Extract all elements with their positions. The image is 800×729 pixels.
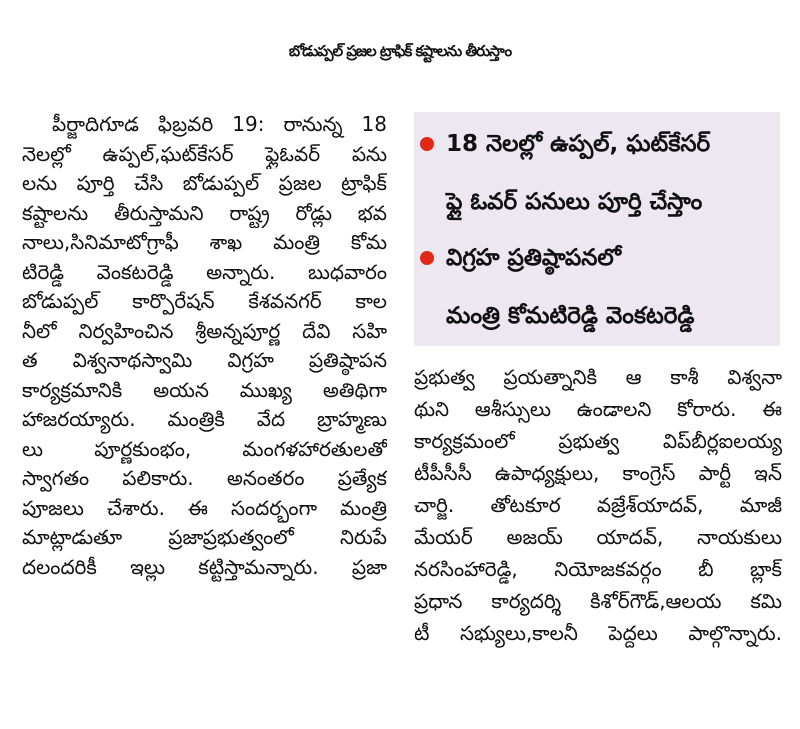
headline: బోడుప్పల్ ప్రజల ట్రాఫిక్ కష్టాలను తీరుస్తాం xyxy=(288,42,512,60)
article-line: దలందరికీ ఇల్లు కట్టిస్తామన్నారు. ప్రజా xyxy=(22,554,387,579)
article-line: కార్యక్రమంలో ప్రభుత్వ విప్‌బీర్లఐలయ్య xyxy=(414,429,782,453)
article-line: లు పూర్ణకుంభం, మంగళహారతులతో xyxy=(22,436,387,461)
article-line: నెలల్లో ఉప్పల్,ఘట్‌కేసర్ ఫ్లైఓవర్ పను xyxy=(22,141,387,166)
article-line: చార్జి. తోటకూర వజ్రేశ్‌యాదవ్, మాజీ xyxy=(414,493,782,517)
highlight-text: మంత్రి కోమటిరెడ్డి వెంకటరెడ్డి xyxy=(446,303,695,329)
article-line: ప్రభుత్వ ప్రయత్నానికి ఆ కాశీ విశ్వనా xyxy=(414,365,782,389)
highlight-text: 18 నెలల్లో ఉప్పల్, ఘట్‌కేసర్ xyxy=(446,131,711,157)
article-line: టీ సభ్యులు,కాలనీ పెద్దలు పాల్గొన్నారు. xyxy=(414,621,782,645)
highlight-item xyxy=(414,116,780,172)
highlight-continuation xyxy=(414,288,780,344)
article-line: లను పూర్తి చేసి బోడుప్పల్ ప్రజల ట్రాఫిక్ xyxy=(22,171,387,195)
highlight-text: విగ్రహ ప్రతిష్ఠాపనలో xyxy=(446,245,622,271)
bullet-dot-icon xyxy=(420,251,434,265)
article-right-column xyxy=(414,361,782,649)
article-line: పీర్జాదిగూడ ఫిబ్రవరి 19: రానున్న 18 xyxy=(52,112,387,136)
article-line: నరసింహారెడ్డి, నియోజకవర్గం బీ బ్లాక్ xyxy=(414,557,782,581)
article-line: నాలు,సినిమాటోగ్రాఫీ శాఖ మంత్రి కోమ xyxy=(22,230,387,254)
article-line: నీలో నిర్వహించిన శ్రీఅన్నపూర్ణ దేవి సహి xyxy=(22,318,387,343)
highlights-box xyxy=(414,112,780,346)
article-line: పూజలు చేశారు. ఈ సందర్భంగా మంత్రి xyxy=(22,495,387,520)
article-line: బోడుప్పల్ కార్పొరేషన్ కేశవనగర్ కాల xyxy=(22,289,387,313)
highlight-item xyxy=(414,230,780,286)
article-line: మాట్లాడుతూ ప్రజాప్రభుత్వంలో నిరుపే xyxy=(22,525,387,549)
article-line: ప్రధాన కార్యదర్శి కిశోర్‌గౌడ్,ఆలయ కమి xyxy=(414,589,782,613)
article-line: త విశ్వనాథస్వామి విగ్రహ ప్రతిష్ఠాపన xyxy=(22,348,387,372)
article-line: మేయర్ అజయ్ యాదవ్, నాయకులు xyxy=(414,525,782,549)
article-line: కష్టాలను తీరుస్తామని రాష్ట్ర రోడ్లు భవ xyxy=(22,200,387,225)
article-line: కార్యక్రమానికి అయన ముఖ్య అతిథిగా xyxy=(22,377,387,402)
article-line: థుని ఆశీస్సులు ఉండాలని కోరారు. ఈ xyxy=(414,397,782,421)
article-line: హాజరయ్యారు. మంత్రికి వేద బ్రాహ్మణు xyxy=(22,407,387,431)
highlight-continuation xyxy=(414,174,780,230)
article-line: స్వాగతం పలికారు. అనంతరం ప్రత్యేక xyxy=(22,466,387,490)
highlight-text: ఫ్లై ఓవర్ పనులు పూర్తి చేస్తాం xyxy=(446,189,703,215)
article-left-column xyxy=(22,110,387,582)
article-line: టిరెడ్డి వెంకటరెడ్డి అన్నారు. బుధవారం xyxy=(22,259,387,284)
bullet-dot-icon xyxy=(420,137,434,151)
article-line: టీపీసీసీ ఉపాధ్యక్షులు, కాంగ్రెస్ పార్టీ ఇన్ xyxy=(414,461,782,485)
